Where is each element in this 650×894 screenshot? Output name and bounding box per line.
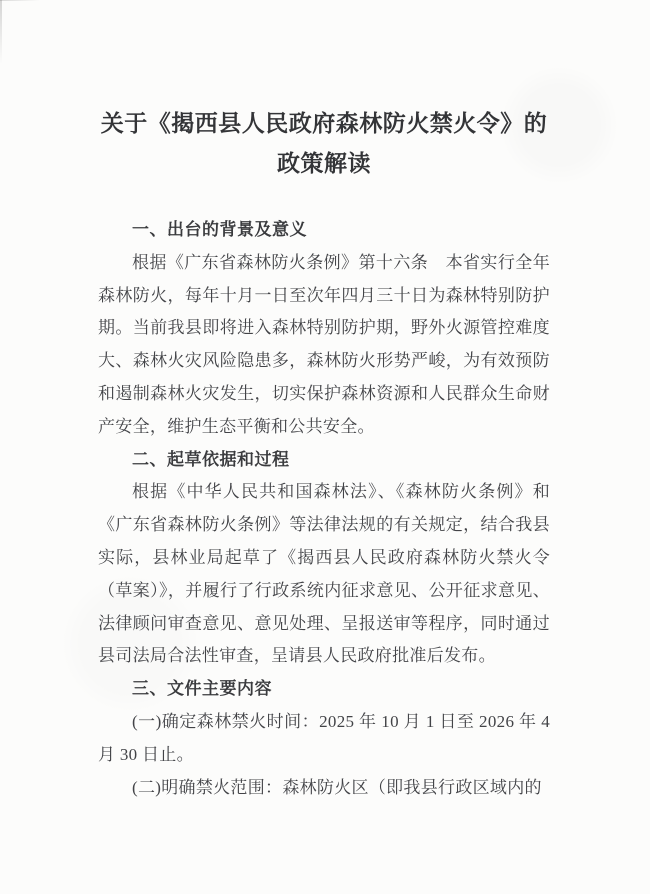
section-heading-3: 三、文件主要内容 (132, 679, 272, 699)
document-title (98, 104, 550, 184)
body-paragraph: (二)明确禁火范围：森林防火区（即我县行政区域内的 (132, 777, 542, 797)
section-heading-2: 二、起草依据和过程 (132, 449, 290, 469)
document-content (98, 104, 550, 804)
body-paragraph: (一)确定森林禁火时间：2025 年 10 月 1 日至 2026 年 4 月 30 日止。 (98, 711, 550, 764)
scan-artifact-top-edge (0, 0, 40, 1)
body-paragraph: 根据《中华人民共和国森林法》、《森林防火条例》和《广东省森林防火条例》等法律法规的有关规定，结合我县实际，县林业局起草了《揭西县人民政府森林防火禁火令（草案）》，并履行了行政系统内征求意见、公开征求意见、法律顾问审查意见、意见处理、呈报送审等程序，同时通过县司法局合法性审查，呈请县人民政府批准后发布。 (98, 482, 550, 666)
body-paragraph: 根据《广东省森林防火条例》第十六条 本省实行全年森林防火，每年十月一日至次年四月三十日为森林特别防护期。当前我县即将进入森林特别防护期，野外火源管控难度大、森林火灾风险隐患多，森林防火形势严峻，为有效预防和遏制森林火灾发生，切实保护森林资源和人民群众生命财产安全，维护生态平衡和公共安全。 (98, 252, 550, 436)
section-heading-1: 一、出台的背景及意义 (132, 220, 307, 239)
document-title-line-1: 关于《揭西县人民政府森林防火禁火令》的 (100, 111, 548, 136)
document-title-line-2: 政策解读 (277, 151, 371, 176)
scan-artifact-left-edge (0, 0, 2, 64)
